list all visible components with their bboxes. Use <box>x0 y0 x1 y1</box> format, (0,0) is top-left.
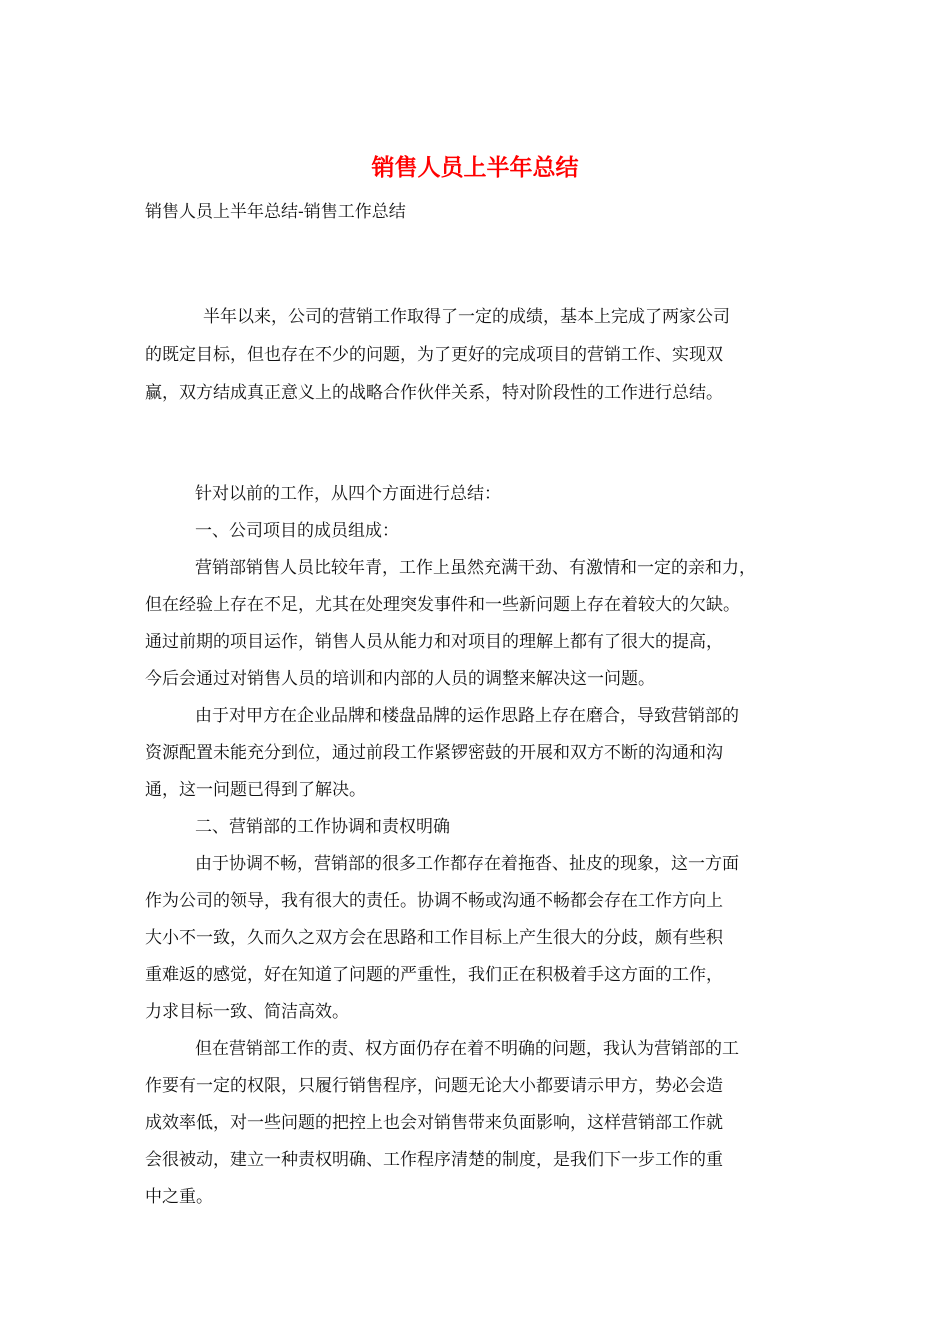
intro-line: 赢，双方结成真正意义上的战略合作伙伴关系，特对阶段性的工作进行总结。 <box>145 383 723 403</box>
body-line: 成效率低，对一些问题的把控上也会对销售带来负面影响，这样营销部工作就 <box>145 1113 723 1133</box>
body-line: 一、公司项目的成员组成： <box>195 521 399 541</box>
intro-line: 的既定目标，但也存在不少的问题，为了更好的完成项目的营销工作、实现双 <box>145 345 723 365</box>
body-line: 作为公司的领导，我有很大的责任。协调不畅或沟通不畅都会存在工作方向上 <box>145 891 723 911</box>
body-line: 由于协调不畅，营销部的很多工作都存在着拖沓、扯皮的现象，这一方面 <box>195 854 739 874</box>
body-line: 由于对甲方在企业品牌和楼盘品牌的运作思路上存在磨合，导致营销部的 <box>195 706 739 726</box>
body-line: 重难返的感觉，好在知道了问题的严重性，我们正在积极着手这方面的工作， <box>145 965 723 985</box>
body-line: 通，这一问题已得到了解决。 <box>145 780 366 800</box>
body-line: 力求目标一致、简洁高效。 <box>145 1002 349 1022</box>
body-line: 通过前期的项目运作，销售人员从能力和对项目的理解上都有了很大的提高， <box>145 632 723 652</box>
body-line: 中之重。 <box>145 1187 213 1207</box>
body-line: 作要有一定的权限，只履行销售程序，问题无论大小都要请示甲方，势必会造 <box>145 1076 723 1096</box>
document-title: 销售人员上半年总结 <box>371 154 579 181</box>
body-line: 营销部销售人员比较年青，工作上虽然充满干劲、有激情和一定的亲和力， <box>195 558 756 578</box>
intro-line: 半年以来，公司的营销工作取得了一定的成绩，基本上完成了两家公司 <box>203 307 730 327</box>
intro-paragraph <box>145 298 815 412</box>
body-line: 针对以前的工作，从四个方面进行总结： <box>195 484 501 504</box>
body-text <box>145 476 815 1216</box>
body-line: 但在营销部工作的责、权方面仍存在着不明确的问题，我认为营销部的工 <box>195 1039 739 1059</box>
body-line: 会很被动，建立一种责权明确、工作程序清楚的制度，是我们下一步工作的重 <box>145 1150 723 1170</box>
body-line: 二、营销部的工作协调和责权明确 <box>195 817 450 837</box>
body-line: 但在经验上存在不足，尤其在处理突发事件和一些新问题上存在着较大的欠缺。 <box>145 595 740 615</box>
body-line: 今后会通过对销售人员的培训和内部的人员的调整来解决这一问题。 <box>145 669 655 689</box>
body-line: 大小不一致，久而久之双方会在思路和工作目标上产生很大的分歧，颇有些积 <box>145 928 723 948</box>
document-subtitle: 销售人员上半年总结-销售工作总结 <box>145 202 406 222</box>
body-line: 资源配置未能充分到位，通过前段工作紧锣密鼓的开展和双方不断的沟通和沟 <box>145 743 723 763</box>
